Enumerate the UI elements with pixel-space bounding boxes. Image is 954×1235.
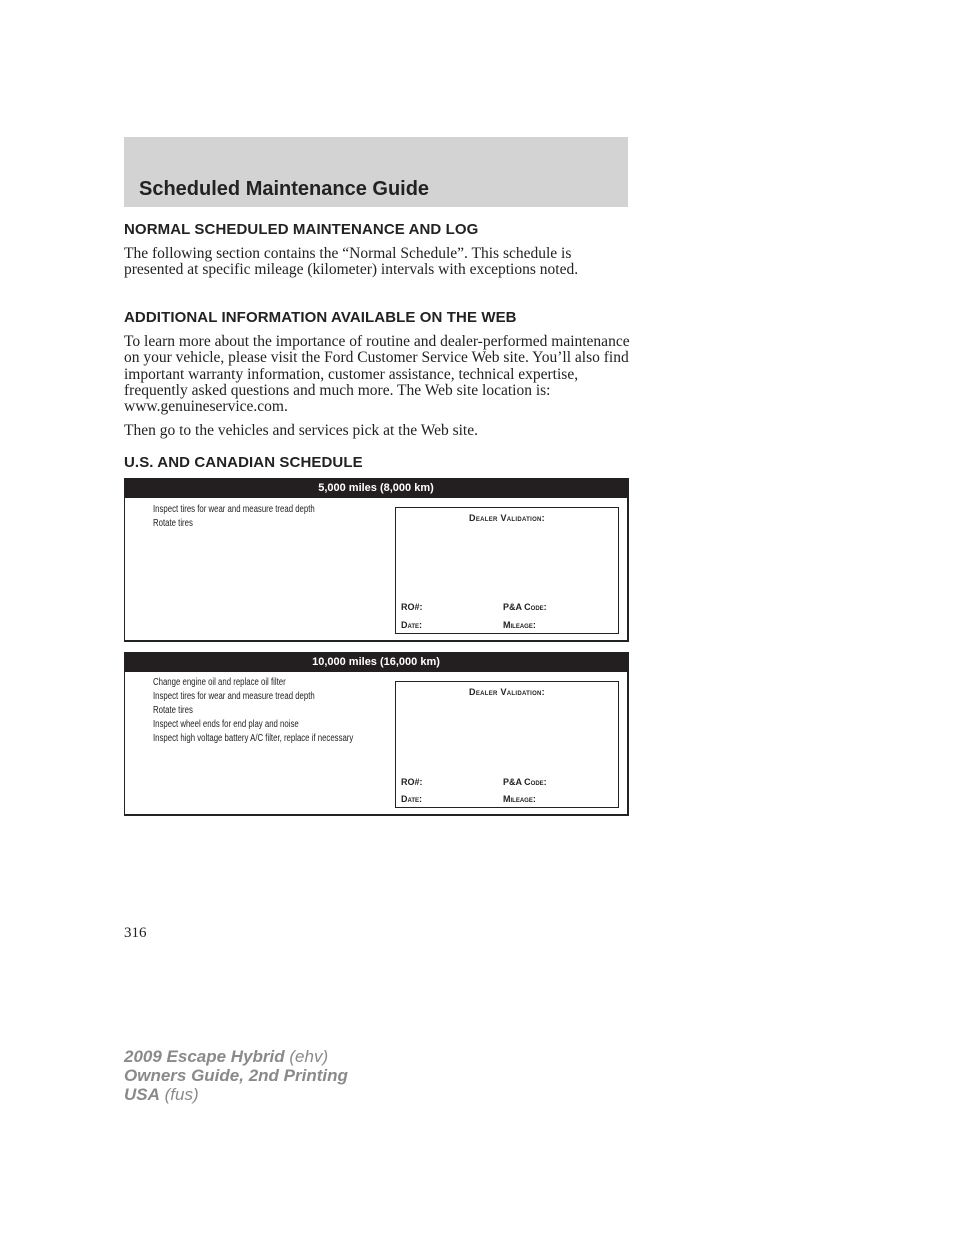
- dealer-validation-box: [395, 681, 619, 808]
- web-info-heading: ADDITIONAL INFORMATION AVAILABLE ON THE WEB: [124, 309, 517, 326]
- footer-edition: Owners Guide, 2nd Printing: [124, 1066, 348, 1085]
- task-item: Rotate tires: [153, 705, 193, 716]
- mileage-label: Mileage:: [503, 620, 536, 630]
- schedule-heading: U.S. AND CANADIAN SCHEDULE: [124, 454, 363, 471]
- task-item: Inspect tires for wear and measure tread depth: [153, 691, 315, 702]
- task-item: Rotate tires: [153, 518, 193, 529]
- footer-market-code: (fus): [164, 1085, 199, 1104]
- pa-code-label: P&A Code:: [503, 602, 547, 612]
- task-item: Change engine oil and replace oil filter: [153, 677, 286, 688]
- task-list: [153, 503, 315, 531]
- schedule-interval-header: 10,000 miles (16,000 km): [125, 653, 627, 672]
- task-item: Inspect tires for wear and measure tread depth: [153, 504, 315, 515]
- ro-number-label: RO#:: [401, 602, 423, 612]
- schedule-box-10000: [124, 652, 629, 816]
- footer-model-code: (ehv): [289, 1047, 329, 1066]
- schedule-box-5000: [124, 478, 629, 642]
- footer-line-3: [124, 1085, 348, 1104]
- dealer-validation-label: Dealer Validation:: [469, 513, 545, 523]
- date-label: Date:: [401, 794, 423, 804]
- footer-model: 2009 Escape Hybrid: [124, 1047, 285, 1066]
- schedule-interval-header: 5,000 miles (8,000 km): [125, 479, 627, 498]
- normal-schedule-text: The following section contains the “Normal Schedule”. This schedule is presented at specific mileage (kilometer) intervals with exceptions noted.: [124, 245, 579, 279]
- pa-code-label: P&A Code:: [503, 777, 547, 787]
- web-info-text-2: Then go to the vehicles and services pick at the Web site.: [124, 422, 478, 439]
- dealer-validation-box: [395, 507, 619, 634]
- mileage-label: Mileage:: [503, 794, 536, 804]
- page-title: Scheduled Maintenance Guide: [139, 178, 430, 200]
- header-band: [124, 137, 628, 207]
- footer: [124, 1047, 348, 1104]
- ro-number-label: RO#:: [401, 777, 423, 787]
- web-info-text: To learn more about the importance of routine and dealer-performed maintenance on your vehicle, please visit the Ford Customer Service Web site. You’ll also find important warranty information, customer assistance, technical expertise, frequently asked questions and much more. The Web site location is: www.genuineservice.com.: [124, 333, 630, 416]
- task-item: Inspect wheel ends for end play and noise: [153, 719, 299, 730]
- normal-schedule-heading: NORMAL SCHEDULED MAINTENANCE AND LOG: [124, 221, 479, 238]
- footer-line-1: [124, 1047, 348, 1066]
- page-number: 316: [124, 925, 147, 941]
- dealer-validation-label: Dealer Validation:: [469, 687, 545, 697]
- task-item: Inspect high voltage battery A/C filter, replace if necessary: [153, 733, 354, 744]
- date-label: Date:: [401, 620, 423, 630]
- footer-market: USA: [124, 1085, 160, 1104]
- footer-line-2: [124, 1066, 348, 1085]
- task-list: [153, 676, 353, 746]
